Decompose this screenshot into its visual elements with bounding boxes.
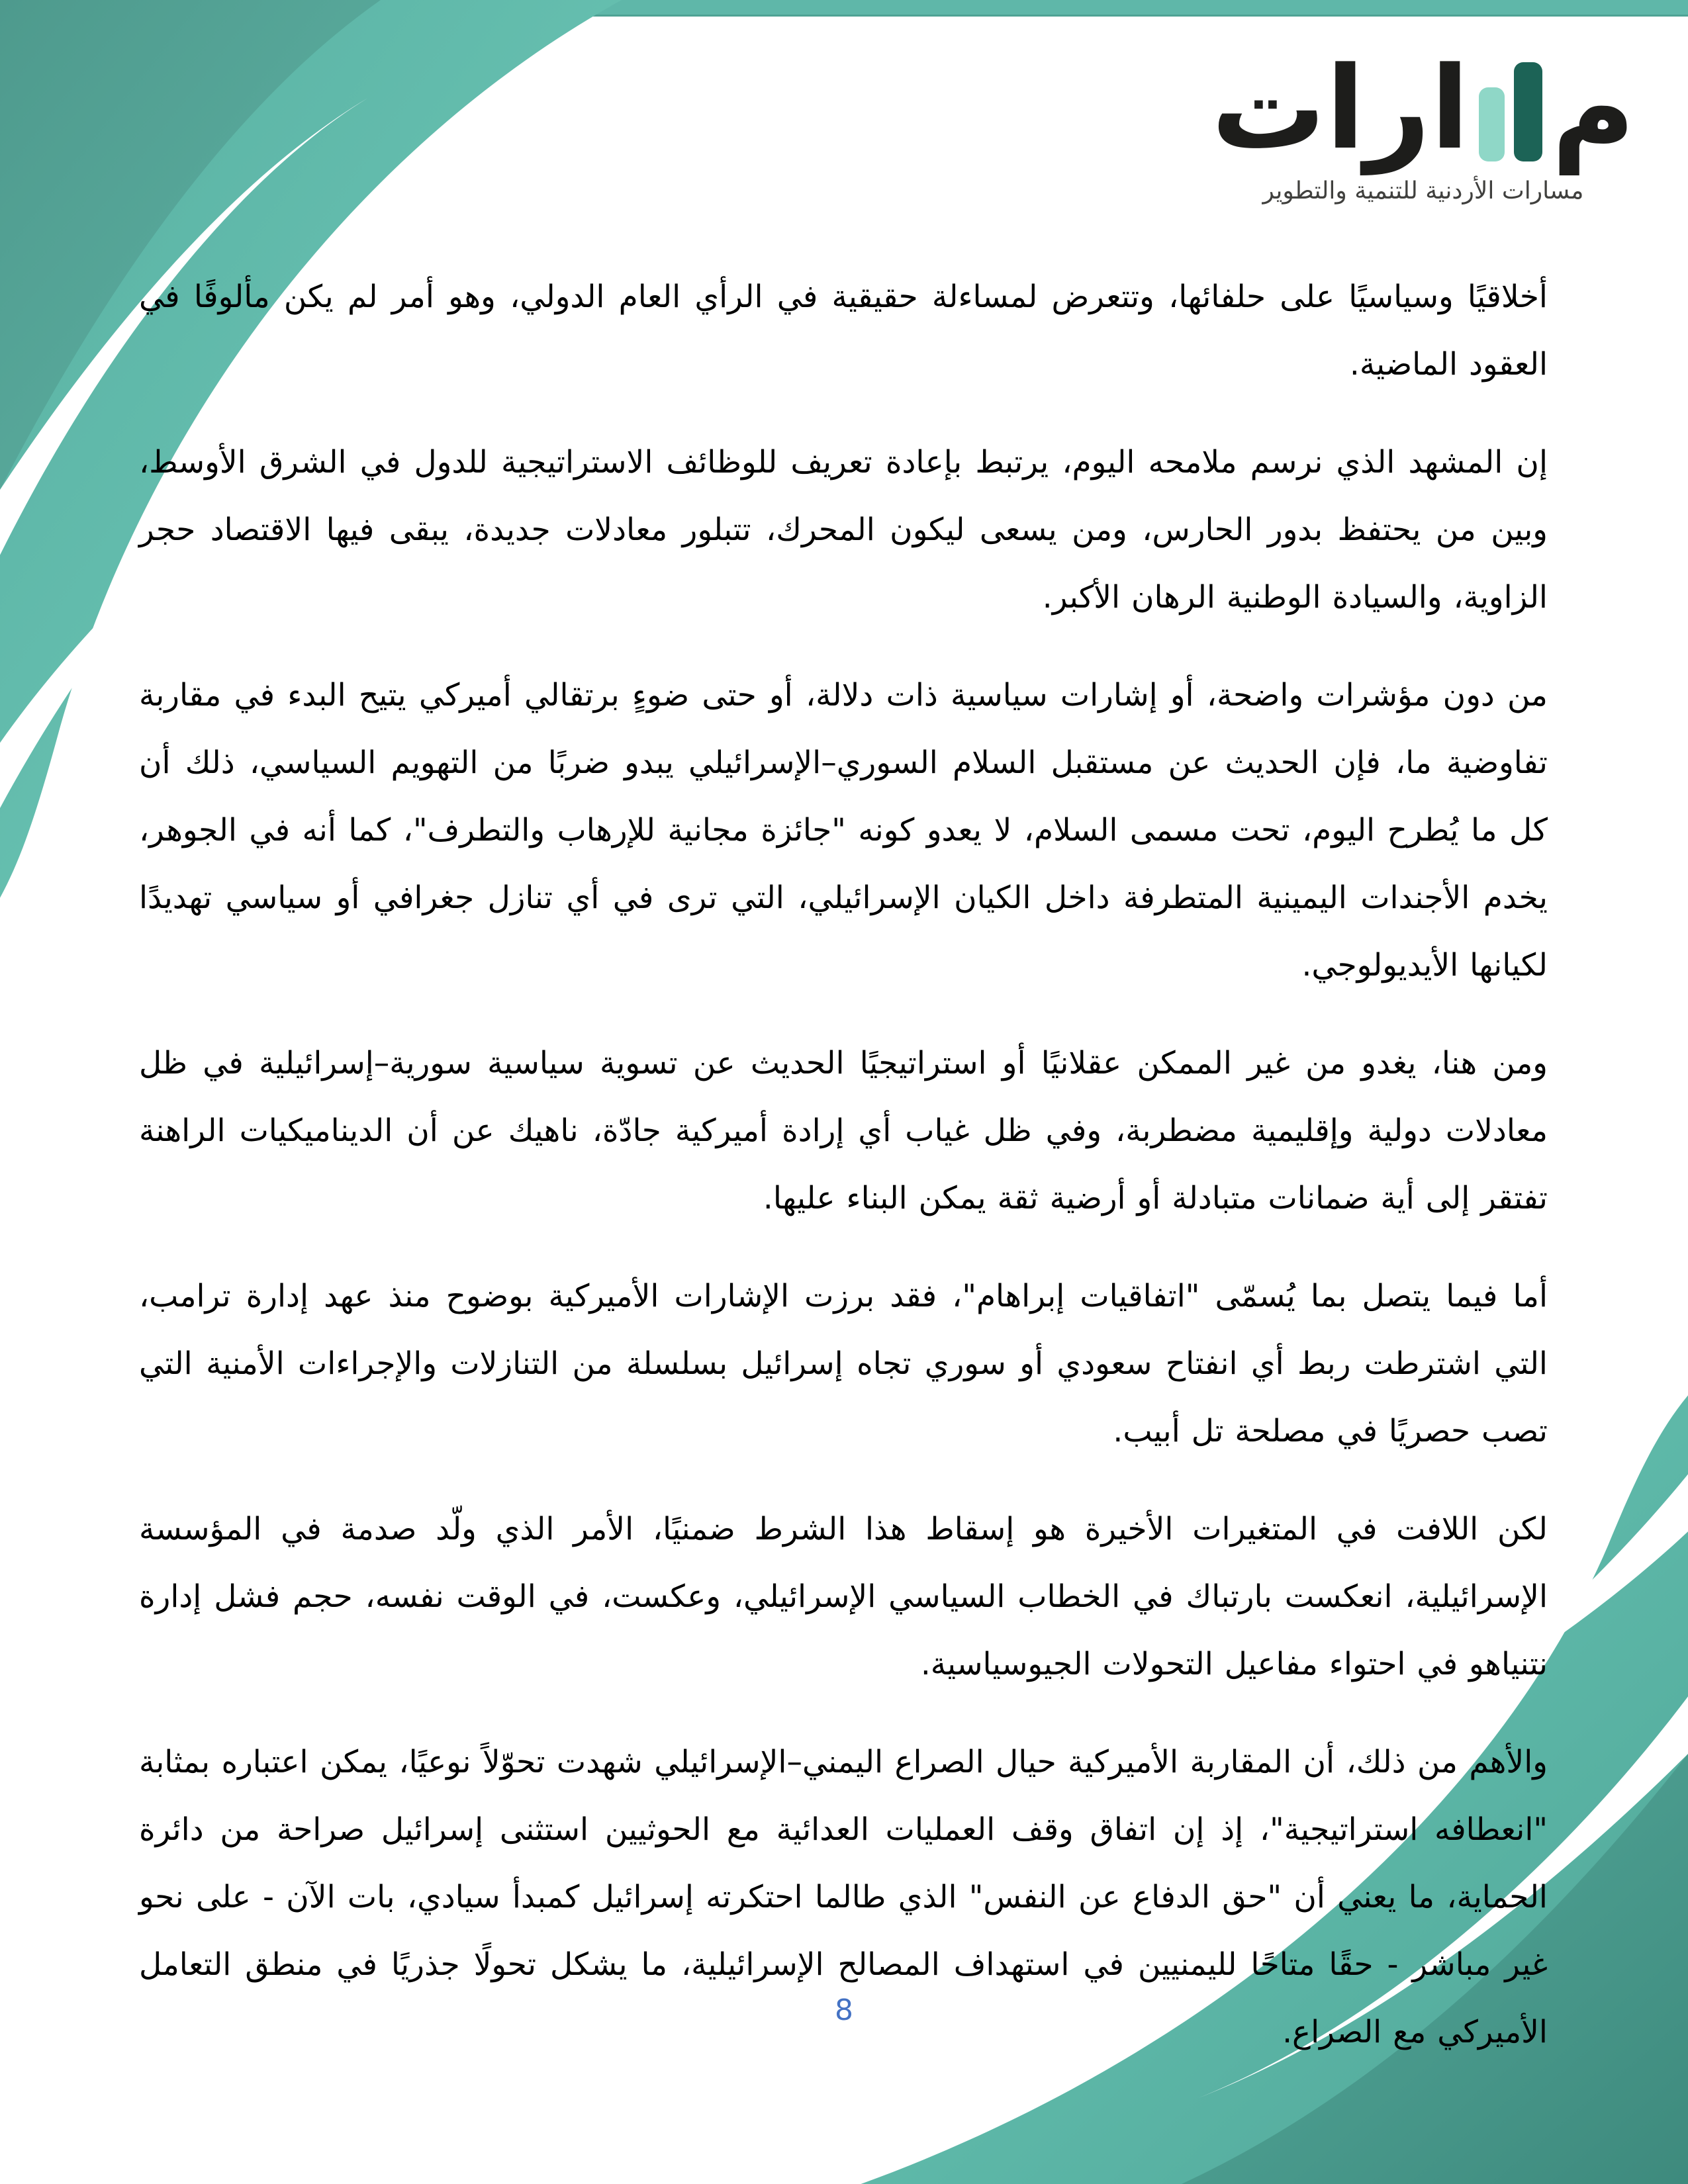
paragraph-5: أما فيما يتصل بما يُسمّى "اتفاقيات إبراهام"، فقد برزت الإشارات الأميركية بوضوح منذ عهد إدارة ترامب، التي اشترطت ربط أي انفتاح سعودي أو سوري تجاه إسرائيل بسلسلة من التنازلات والإجراءات الأمنية التي تصب حصريًا في مصلحة تل أبيب. — [139, 1277, 1548, 1449]
paragraph-6: لكن اللافت في المتغيرات الأخيرة هو إسقاط هذا الشرط ضمنيًا، الأمر الذي ولّد صدمة في المؤسسة الإسرائيلية، انعكست بارتباك في الخطاب السياسي الإسرائيلي، وعكست، في الوقت نفسه، حجم فشل إدارة نتنياهو في احتواء مفاعيل التحولات الجيوسياسية. — [139, 1510, 1548, 1682]
logo-tagline: مسارات الأردنية للتنمية والتطوير — [1262, 177, 1584, 205]
paragraph-7: والأهم من ذلك، أن المقاربة الأميركية حيال الصراع اليمني–الإسرائيلي شهدت تحوّلاً نوعيًا، يمكن اعتباره بمثابة "انعطافه استراتيجية"، إذ إن اتفاق وقف العمليات العدائية مع الحوثيين استثنى إسرائيل صراحة من دائرة الحماية، ما يعني أن "حق الدفاع عن النفس" الذي طالما احتكرته إسرائيل كمبدأ سيادي، بات الآن - على نحو غير مباشر - حقًا متاحًا لليمنيين في استهداف المصالح الإسرائيلية، ما يشكل تحولًا جذريًا في منطق التعامل الأميركي مع الصراع. — [139, 1743, 1548, 2050]
page-number: 8 — [835, 1993, 853, 2027]
paragraph-3: من دون مؤشرات واضحة، أو إشارات سياسية ذات دلالة، أو حتى ضوءٍ برتقالي أميركي يتيح البدء في مقاربة تفاوضية ما، فإن الحديث عن مستقبل السلام السوري–الإسرائيلي يبدو ضربًا من التهويم السياسي، ذلك أن كل ما يُطرح اليوم، تحت مسمى السلام، لا يعدو كونه "جائزة مجانية للإرهاب والتطرف"، كما أنه في الجوهر، يخدم الأجندات اليمينية المتطرفة داخل الكيان الإسرائيلي، التي ترى في أي تنازل جغرافي أو سياسي تهديدًا لكيانها الأيديولوجي. — [139, 676, 1548, 983]
paragraph-4: ومن هنا، يغدو من غير الممكن عقلانيًا أو استراتيجيًا الحديث عن تسوية سياسية سورية–إسرائيلية في ظل معادلات دولية وإقليمية مضطربة، وفي ظل غياب أي إرادة أميركية جادّة، ناهيك عن أن الديناميكيات الراهنة تفتقر إلى أية ضمانات متبادلة أو أرضية ثقة يمكن البناء عليها. — [139, 1044, 1548, 1216]
logo-wordmark — [1211, 19, 1635, 175]
logo-wordmark-rest: ارات — [1211, 41, 1470, 175]
paragraph-2: إن المشهد الذي نرسم ملامحه اليوم، يرتبط بإعادة تعريف للوظائف الاستراتيجية للدول في الشرق الأوسط، وبين من يحتفظ بدور الحارس، ومن يسعى ليكون المحرك، تتبلور معادلات جديدة، يبقى فيها الاقتصاد حجر الزاوية، والسيادة الوطنية الرهان الأكبر. — [139, 443, 1548, 615]
article-body — [139, 263, 1548, 2097]
paragraph-1: أخلاقيًا وسياسيًا على حلفائها، وتتعرض لمساءلة حقيقية في الرأي العام الدولي، وهو أمر لم يكن مألوفًا في العقود الماضية. — [139, 279, 1548, 383]
masarat-logo — [1211, 19, 1635, 205]
logo-accent-bar-dark-icon — [1514, 62, 1542, 161]
logo-wordmark-meem: م — [1551, 41, 1635, 175]
logo-accent-bar-light-icon — [1479, 87, 1505, 161]
